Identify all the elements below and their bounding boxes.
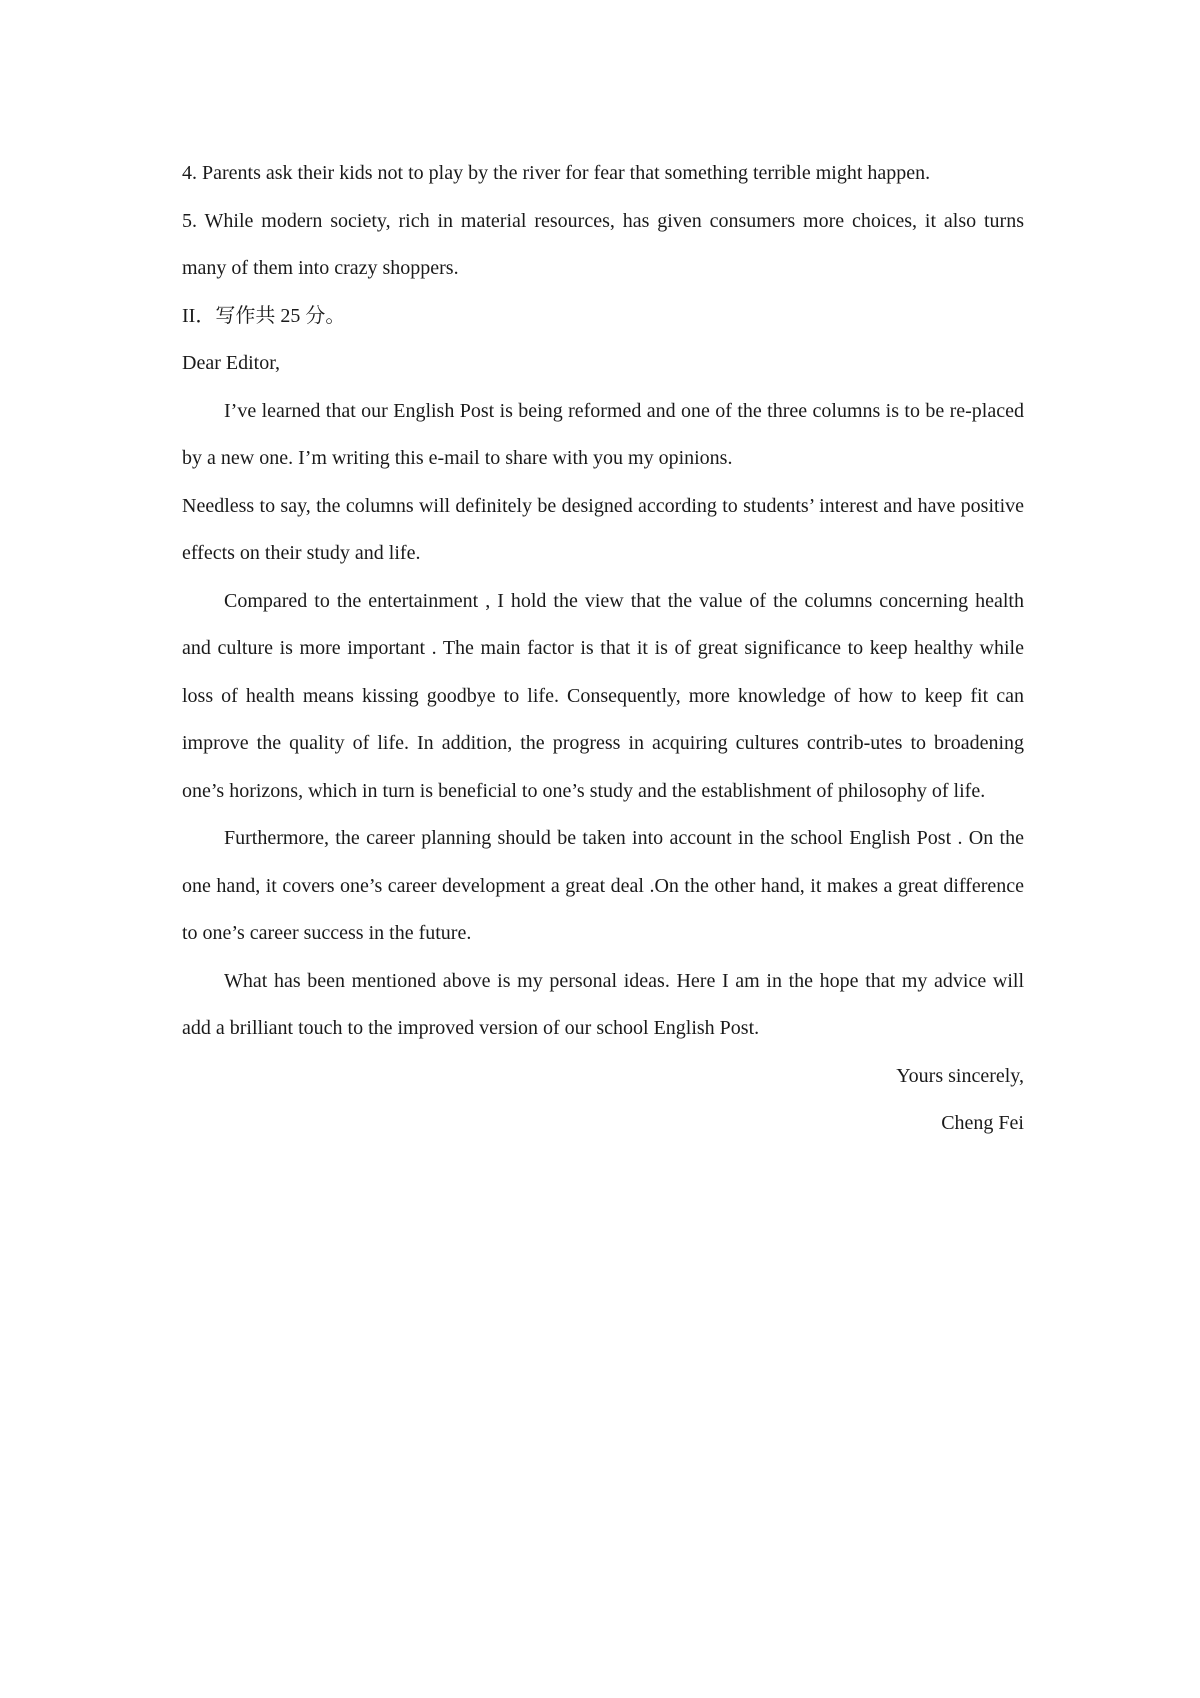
letter-paragraph-3: Compared to the entertainment , I hold the view that the value of the columns concerning health and culture is more important . The main factor is that it is of great significance to keep healthy while loss of health means kissing goodbye to life. Consequently, more knowledge of how to keep fit can improve the quality of life. In addition, the progress in acquiring cultures contrib-utes to broadening one’s horizons, which in turn is beneficial to one’s study and the establishment of philosophy of life.	[182, 589, 1024, 802]
letter-signature: Cheng Fei	[941, 1112, 1024, 1134]
document-page	[182, 150, 1024, 1148]
item-5: 5. While modern society, rich in material resources, has given consumers more choices, it also turns many of them into crazy shoppers.	[182, 209, 1024, 279]
item-4: 4. Parents ask their kids not to play by the river for fear that something terrible might happen.	[182, 162, 931, 184]
letter-paragraph-1: I’ve learned that our English Post is being reformed and one of the three columns is to be re-placed by a new one. I’m writing this e-mail to share with you my opinions.	[182, 399, 1024, 469]
letter-greeting: Dear Editor,	[182, 352, 281, 374]
letter-paragraph-2: Needless to say, the columns will definitely be designed according to students’ interest and have positive effects on their study and life.	[182, 494, 1024, 564]
letter-paragraph-4: Furthermore, the career planning should be taken into account in the school English Post . On the one hand, it covers one’s career development a great deal .On the other hand, it makes a great difference to one’s career success in the future.	[182, 827, 1024, 944]
section-heading	[182, 293, 1024, 341]
letter-closing: Yours sincerely,	[896, 1064, 1024, 1087]
letter-paragraph-5: What has been mentioned above is my personal ideas. Here I am in the hope that my advice will add a brilliant touch to the improved version of our school English Post.	[182, 969, 1024, 1039]
section-heading-text: II．写作共 25 分。	[182, 304, 346, 327]
